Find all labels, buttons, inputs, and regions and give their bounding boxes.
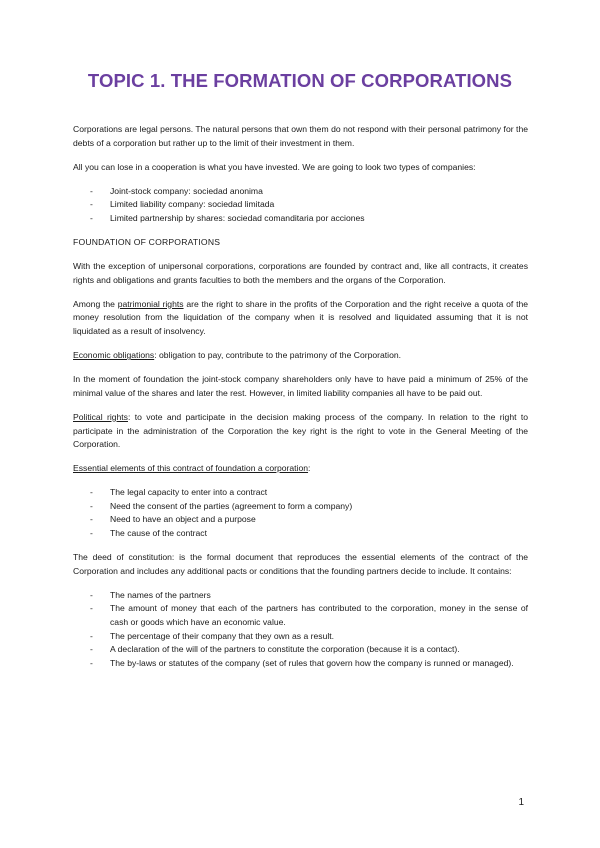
patrimonial-rights-paragraph [73,298,528,339]
list-item: - Limited partnership by shares: sociedad comanditaria por acciones [73,212,528,226]
political-rights-paragraph [73,411,528,452]
essential-elements-colon: : [308,463,311,474]
list-item: - The by-laws or statutes of the company (set of rules that govern how the company is runned or managed). [73,657,528,671]
list-item: - Need to have an object and a purpose [73,513,528,527]
list-item: - The names of the partners [73,589,528,603]
intro-paragraph-2: All you can lose in a cooperation is what you have invested. We are going to look two types of companies: [73,161,476,172]
list-item: - Limited liability company: sociedad limitada [73,198,528,212]
page-number: 1 [518,797,524,808]
document-body [73,123,528,681]
economic-obligations-text: : obligation to pay, contribute to the patrimony of the Corporation. [154,350,402,361]
political-rights-text: : to vote and participate in the decision making process of the company. In relation to the right to participate in the administration of the Corporation the key right is the right to vote in the General Meeting of the Corporation. [73,411,529,450]
patrimonial-post-text: are the right to share in the profits of the Corporation and the right receive a quota of the money resolution from the liquidation of the company when it is resolved and liquidated assuming that it is not liquidated as a result of insolvency. [73,298,529,337]
payment-paragraph: In the moment of foundation the joint-stock company shareholders only have to have paid a minimum of 25% of the minimal value of the shares and later the rest. However, in limited liability companies all have to be paid out. [73,374,528,398]
political-rights-term: Political rights [73,411,128,422]
patrimonial-pre-text: Among the [73,298,118,309]
deed-contents-list [73,589,528,671]
list-item: - The legal capacity to enter into a contract [73,486,528,500]
economic-obligations-term: Economic obligations [73,350,155,361]
essential-elements-list [73,486,528,540]
essential-elements-term: Essential elements of this contract of foundation a corporation [73,463,309,474]
essential-elements-paragraph [73,462,528,476]
foundation-paragraph: With the exception of unipersonal corporations, corporations are founded by contract and, like all contracts, it creates rights and obligations and grants faculties to both the members and the organs of the Corporation. [73,261,528,285]
page-title: TOPIC 1. THE FORMATION OF CORPORATIONS [87,70,513,91]
intro-paragraph-1: Corporations are legal persons. The natural persons that own them do not respond with their personal patrimony for the debts of a corporation but rather up to the limit of their investment in them. [73,124,528,148]
list-item: - Joint-stock company: sociedad anonima [73,185,528,199]
list-item: - A declaration of the will of the partners to constitute the corporation (because it is a contact). [73,643,528,657]
patrimonial-rights-term: patrimonial rights [117,298,184,309]
list-item: - The amount of money that each of the partners has contributed to the corporation, money in the sense of cash or goods which have an economic value. [73,602,528,629]
list-item: - The percentage of their company that they own as a result. [73,630,528,644]
list-item: - Need the consent of the parties (agreement to form a company) [73,500,528,514]
list-item: - The cause of the contract [73,527,528,541]
deed-of-constitution-paragraph: The deed of constitution: is the formal document that reproduces the essential elements of the contract of the Corporation and includes any additional pacts or conditions that the founding partners decide to include. It contains: [73,552,528,576]
company-types-list [73,185,528,226]
economic-obligations-paragraph [73,349,528,363]
section-heading-foundation: FOUNDATION OF CORPORATIONS [73,237,221,248]
